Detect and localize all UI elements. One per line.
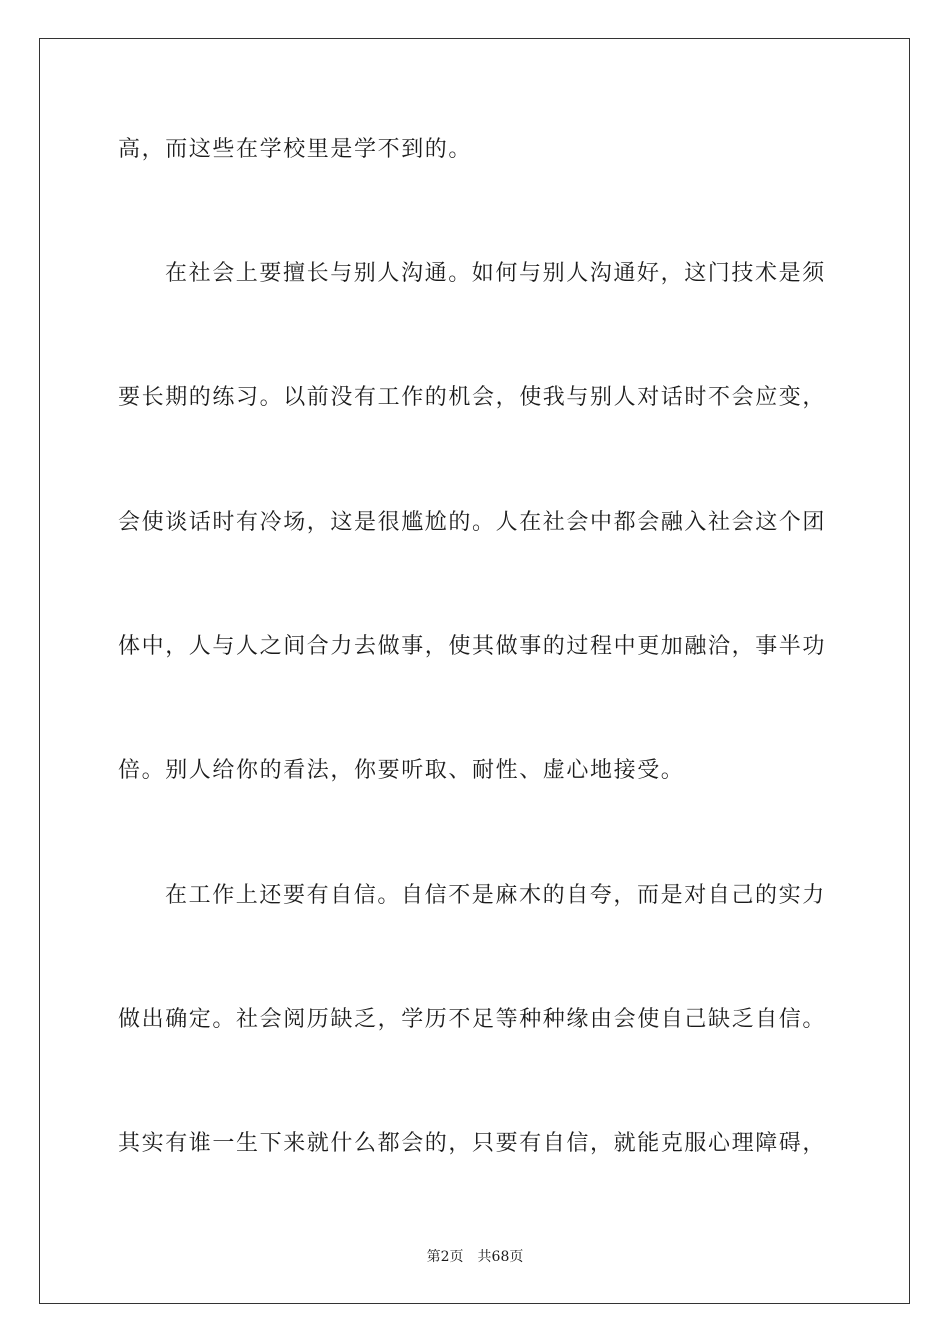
page-number: 第2页 <box>426 1249 464 1265</box>
text-line-4: 会使谈话时有冷场，这是很尴尬的。人在社会中都会融入社会这个团 <box>118 510 827 535</box>
text-line-9: 其实有谁一生下来就什么都会的，只要有自信，就能克服心理障碍， <box>118 1131 827 1156</box>
text-line-1: 高，而这些在学校里是学不到的。 <box>118 137 473 162</box>
text-line-8: 做出确定。社会阅历缺乏，学历不足等种种缘由会使自己缺乏自信。 <box>118 1007 827 1032</box>
page-footer <box>0 1247 950 1267</box>
paragraph-start-line-2: 在社会上要擅长与别人沟通。如何与别人沟通好，这门技术是须 <box>165 261 826 286</box>
text-line-5: 体中，人与人之间合力去做事，使其做事的过程中更加融洽，事半功 <box>118 634 827 659</box>
page-frame <box>39 38 910 1304</box>
text-line-3: 要长期的练习。以前没有工作的机会，使我与别人对话时不会应变， <box>118 385 827 410</box>
total-pages: 共68页 <box>477 1249 524 1265</box>
text-line-6: 倍。别人给你的看法，你要听取、耐性、虚心地接受。 <box>118 758 685 783</box>
paragraph-start-line-7: 在工作上还要有自信。自信不是麻木的自夸，而是对自己的实力 <box>165 883 826 908</box>
